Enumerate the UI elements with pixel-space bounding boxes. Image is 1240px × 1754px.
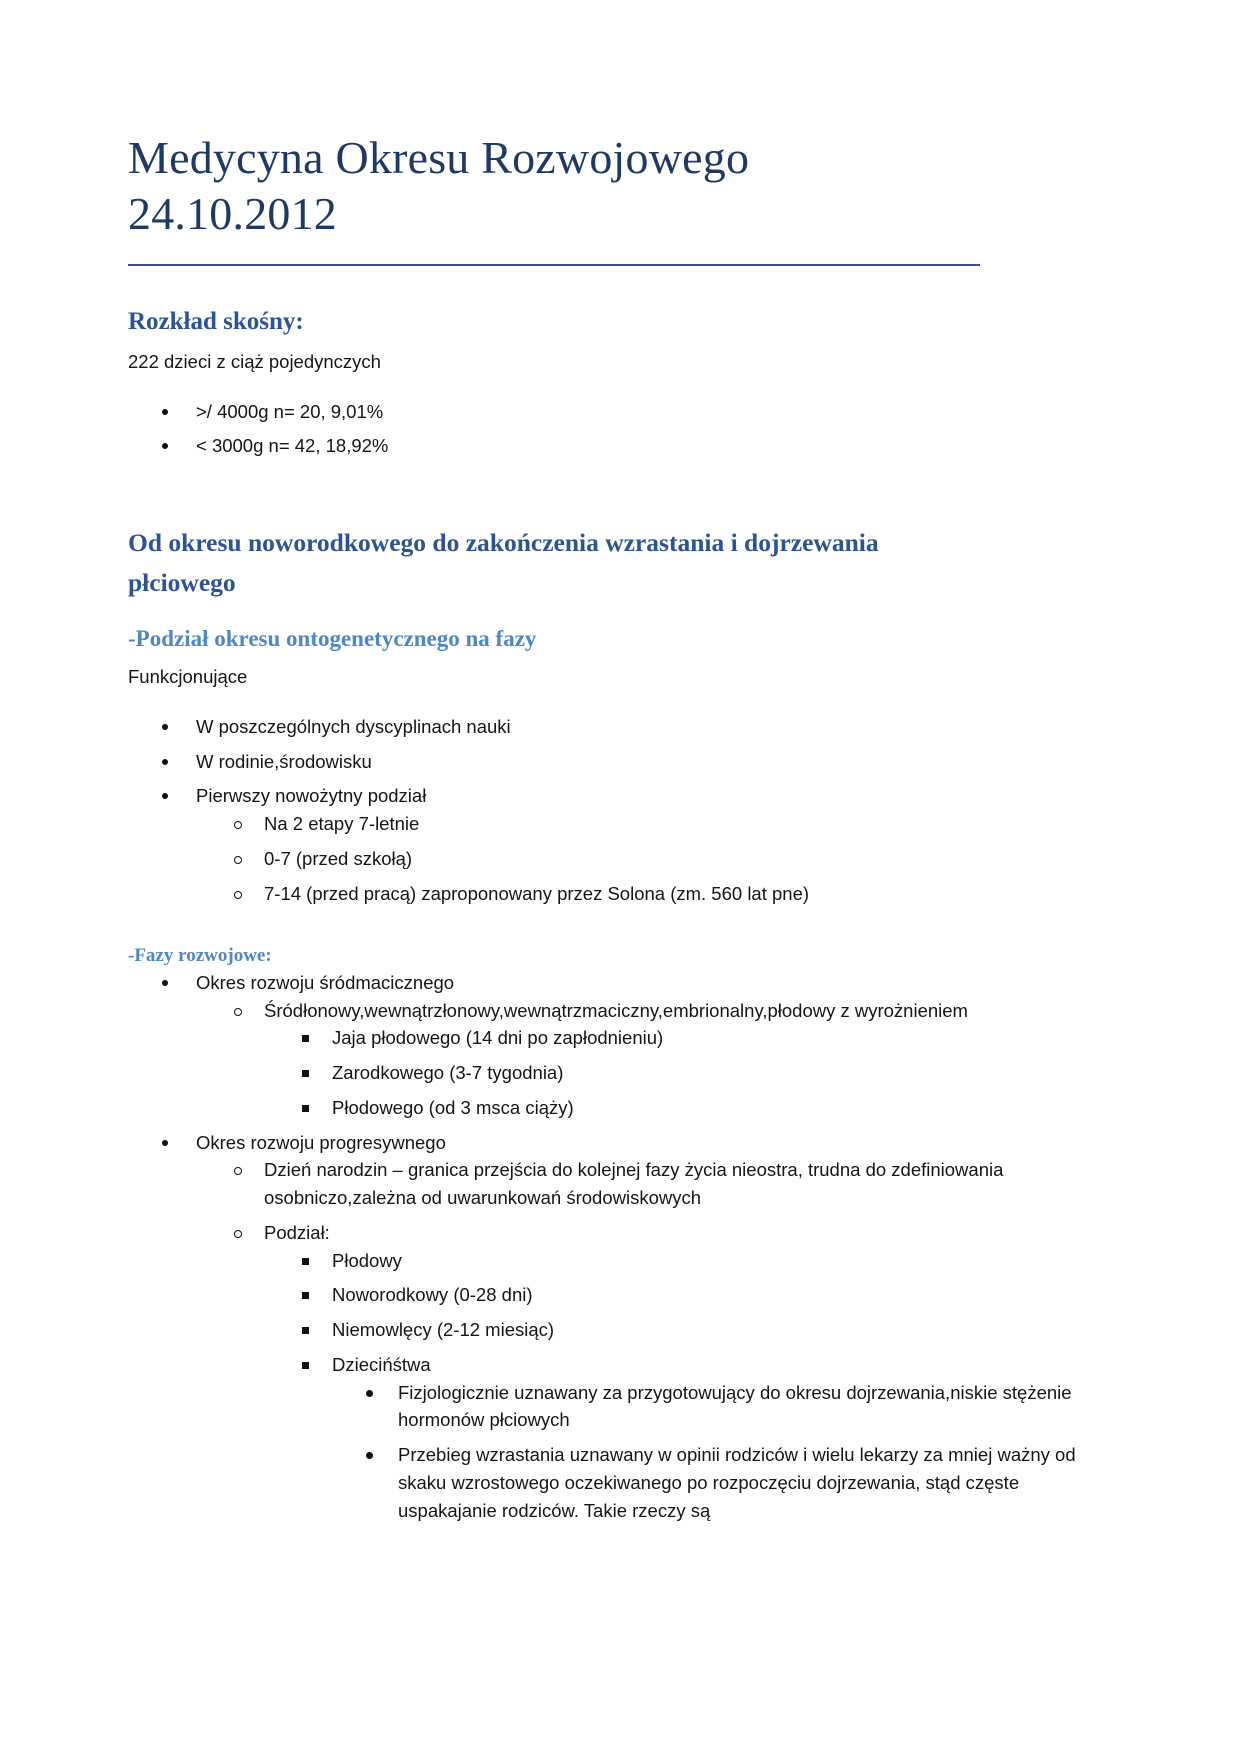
rozklad-bullet-list	[128, 398, 1090, 461]
list-item	[196, 1219, 1090, 1525]
list-item: Przebieg wzrastania uznawany w opinii rodziców i wielu lekarzy za mniej ważny od skaku wzrostowego oczekiwanego po rozpoczęciu dojrzewania, stąd częste uspakajanie rodziców. Takie rzeczy są	[332, 1441, 1090, 1524]
spacer	[128, 507, 1090, 523]
list-item: >/ 4000g n= 20, 9,01%	[128, 398, 1090, 426]
dziecinstwo-notes-list	[332, 1379, 1090, 1525]
section-heading-okres: Od okresu noworodkowego do zakończenia wzrastania i dojrzewania płciowego	[128, 528, 879, 597]
list-item-label: Dzień narodzin – granica przejścia do kolejnej fazy życia nieostra, trudna do zdefiniowania osobniczo,zależna od uwarunkowań środowiskowych	[264, 1159, 1004, 1209]
list-item: Płodowego (od 3 msca ciąży)	[264, 1094, 1090, 1122]
spacer	[128, 467, 1090, 507]
list-item	[128, 782, 1090, 907]
list-item-label: Okres rozwoju śródmacicznego	[196, 971, 455, 993]
podzial-sub-bullet-list	[196, 810, 1090, 907]
list-item: 0-7 (przed szkołą)	[196, 845, 1090, 873]
list-item: Noworodkowy (0-28 dni)	[264, 1281, 1090, 1309]
srodmaciczny-item-list	[264, 1024, 1090, 1121]
rozklad-intro: 222 dzieci z ciąż pojedynczych	[128, 350, 381, 372]
spacer	[128, 654, 1090, 664]
list-item	[128, 1129, 1090, 1525]
list-item: Zarodkowego (3-7 tygodnia)	[264, 1059, 1090, 1087]
fazy-bullet-list	[128, 969, 1090, 1525]
list-item-label: Śródłonowy,wewnątrzłonowy,wewnątrzmaciczny,embrionalny,płodowy z wyrożnieniem	[264, 999, 968, 1021]
spacer	[128, 914, 1090, 944]
list-item: W rodinie,środowisku	[128, 748, 1090, 776]
spacer	[128, 691, 1090, 713]
list-item: < 3000g n= 42, 18,92%	[128, 432, 1090, 460]
list-item: Fizjologicznie uznawany za przygotowujący do okresu dojrzewania,niskie stężenie hormonów płciowych	[332, 1379, 1090, 1435]
section-heading-rozklad: Rozkład skośny:	[128, 308, 304, 336]
progresywny-sub-list	[196, 1156, 1090, 1524]
list-item	[128, 969, 1090, 1122]
list-item	[264, 1351, 1090, 1525]
list-item: W poszczególnych dyscyplinach nauki	[128, 713, 1090, 741]
page-title-line-1: Medycyna Okresu Rozwojowego	[128, 132, 750, 183]
page-title-line-2: 24.10.2012	[128, 188, 337, 240]
list-item-label: Podział:	[264, 1221, 330, 1243]
subsection-heading-fazy: -Fazy rozwojowe:	[128, 945, 272, 967]
list-item-label: Okres rozwoju progresywnego	[196, 1131, 446, 1153]
progresywny-item-list	[264, 1247, 1090, 1525]
list-item-label: Dziecińśtwa	[332, 1353, 431, 1375]
subsection-heading-podzial: -Podział okresu ontogenetycznego na fazy	[128, 626, 537, 652]
podzial-bullet-list	[128, 713, 1090, 908]
list-item: Na 2 etapy 7-letnie	[196, 810, 1090, 838]
list-item: Płodowy	[264, 1247, 1090, 1275]
list-item	[196, 997, 1090, 1122]
list-item: 7-14 (przed pracą) zaproponowany przez Solona (zm. 560 lat pne)	[196, 880, 1090, 908]
spacer	[128, 339, 1090, 349]
list-item: Niemowlęcy (2-12 miesiąc)	[264, 1316, 1090, 1344]
list-item	[196, 1156, 1090, 1212]
spacer	[128, 376, 1090, 398]
spacer	[128, 266, 1090, 306]
podzial-intro: Funkcjonujące	[128, 665, 248, 687]
spacer	[128, 602, 1090, 624]
list-item-label: Pierwszy nowożytny podział	[196, 785, 427, 807]
list-item: Jaja płodowego (14 dni po zapłodnieniu)	[264, 1024, 1090, 1052]
page-title	[128, 130, 1090, 242]
srodmaciczny-sub-list	[196, 997, 1090, 1122]
